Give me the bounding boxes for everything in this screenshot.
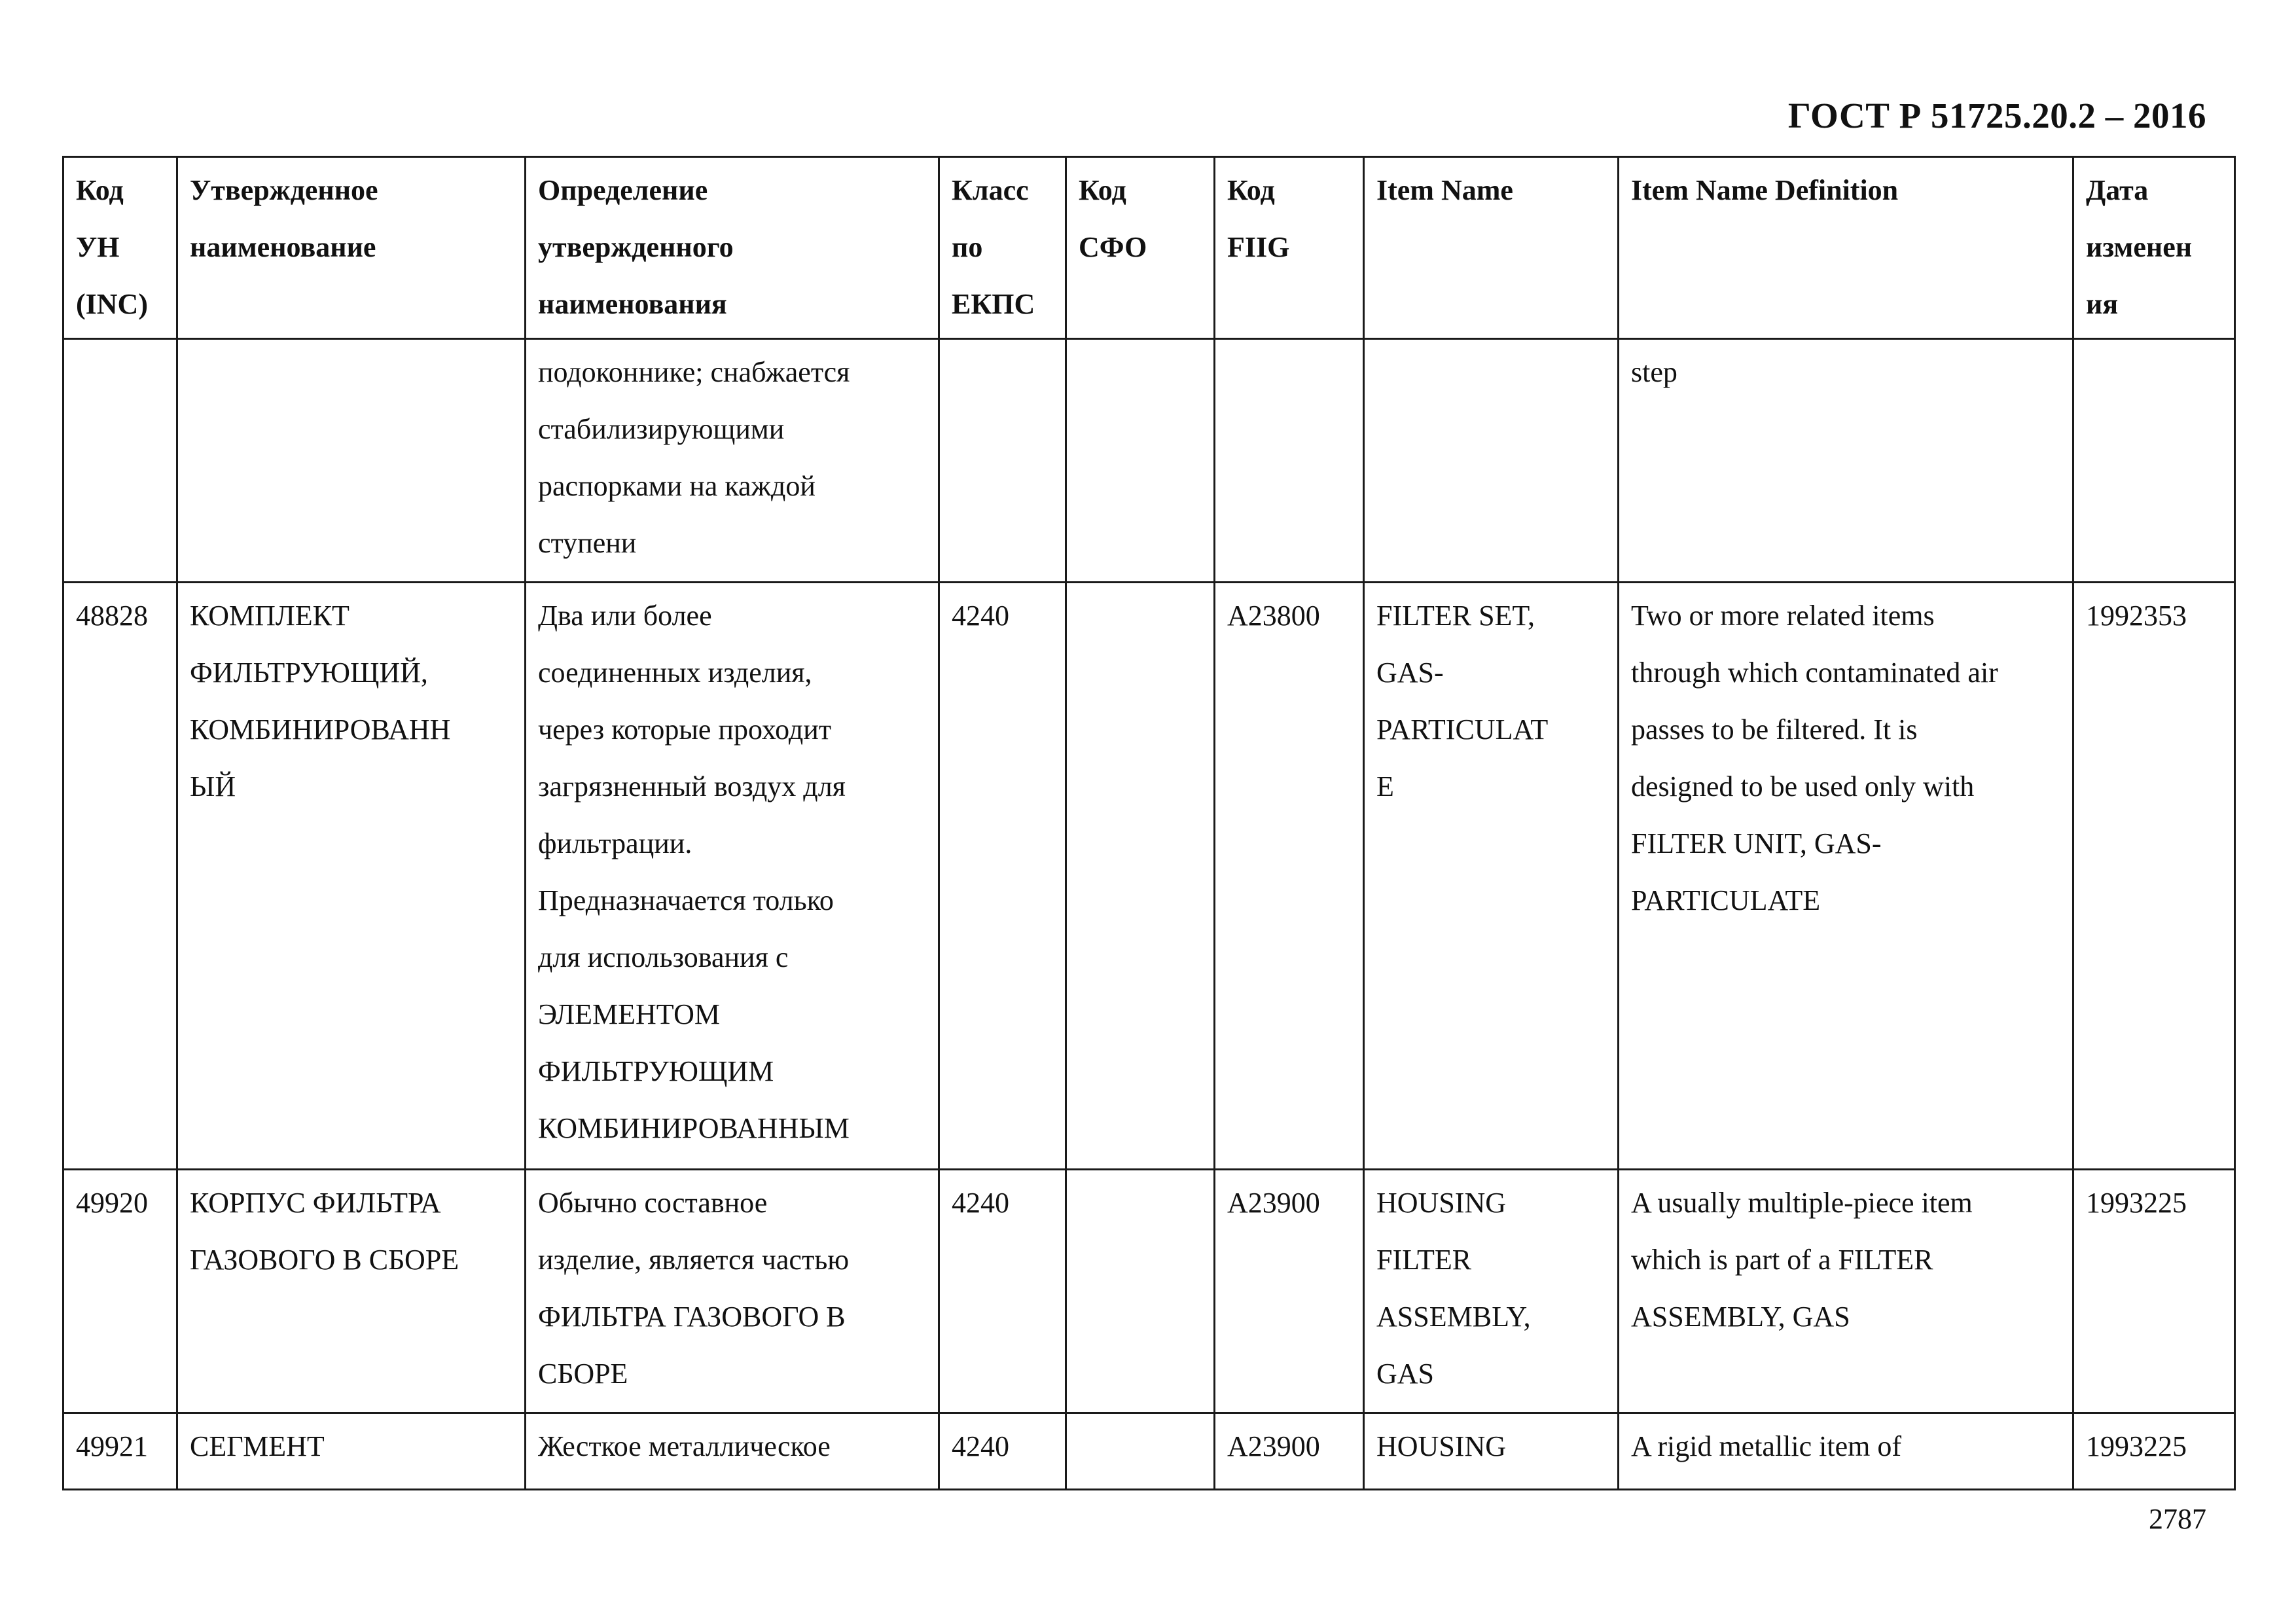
table-row [63,583,2235,1170]
column-header-fiig: Код FIIG [1215,157,1364,339]
cell-fiig: A23900 [1215,1413,1364,1490]
cell-item-name: HOUSING FILTER ASSEMBLY, GAS [1364,1170,1619,1413]
column-header-item-definition: Item Name Definition [1619,157,2073,339]
cell-class: 4240 [939,583,1066,1170]
cell-item-definition: Two or more related items through which contaminated air passes to be filtered. It is designed to be used only with FILTER UNIT, GAS- PARTICULATE [1619,583,2073,1170]
cell-inc: 49921 [63,1413,177,1490]
cell-definition: Жесткое металлическое [526,1413,939,1490]
column-header-approved-name: Утвержденное наименование [177,157,526,339]
column-header-inc: Код УН (INC) [63,157,177,339]
cell-class: 4240 [939,1413,1066,1490]
cell-approved-name [177,339,526,583]
cell-change-date: 1993225 [2073,1170,2235,1413]
cell-fiig: A23800 [1215,583,1364,1170]
page-number: 2787 [2149,1503,2206,1535]
cell-inc: 48828 [63,583,177,1170]
cell-inc [63,339,177,583]
cell-change-date: 1992353 [2073,583,2235,1170]
cell-approved-name: КОМПЛЕКТ ФИЛЬТРУЮЩИЙ, КОМБИНИРОВАНН ЫЙ [177,583,526,1170]
cell-item-definition: A rigid metallic item of [1619,1413,2073,1490]
cell-item-name [1364,339,1619,583]
column-header-change-date: Дата изменен ия [2073,157,2235,339]
cell-fiig: A23900 [1215,1170,1364,1413]
column-header-item-name: Item Name [1364,157,1619,339]
cell-sfo [1066,583,1215,1170]
item-names-table [62,156,2236,1490]
cell-fiig [1215,339,1364,583]
cell-approved-name: КОРПУС ФИЛЬТРА ГАЗОВОГО В СБОРЕ [177,1170,526,1413]
table-row [63,339,2235,583]
table-row [63,1170,2235,1413]
cell-change-date: 1993225 [2073,1413,2235,1490]
column-header-definition: Определение утвержденного наименования [526,157,939,339]
cell-class [939,339,1066,583]
cell-sfo [1066,339,1215,583]
column-header-sfo: Код СФО [1066,157,1215,339]
cell-item-definition: step [1619,339,2073,583]
table-header-row [63,157,2235,339]
document-code: ГОСТ Р 51725.20.2 – 2016 [1787,96,2206,135]
cell-class: 4240 [939,1170,1066,1413]
cell-item-name: FILTER SET, GAS- PARTICULAT E [1364,583,1619,1170]
cell-item-definition: A usually multiple-piece item which is part of a FILTER ASSEMBLY, GAS [1619,1170,2073,1413]
column-header-class: Класс по ЕКПС [939,157,1066,339]
table-row [63,1413,2235,1490]
cell-approved-name: СЕГМЕНТ [177,1413,526,1490]
cell-change-date [2073,339,2235,583]
cell-sfo [1066,1170,1215,1413]
cell-inc: 49920 [63,1170,177,1413]
cell-definition: Два или более соединенных изделия, через которые проходит загрязненный воздух для фильтрации. Предназначается только для использования с ЭЛЕМЕНТОМ ФИЛЬТРУЮЩИМ КОМБИНИРОВАННЫМ [526,583,939,1170]
cell-item-name: HOUSING [1364,1413,1619,1490]
cell-definition: подоконнике; снабжается стабилизирующими распорками на каждой ступени [526,339,939,583]
cell-sfo [1066,1413,1215,1490]
cell-definition: Обычно составное изделие, является частью ФИЛЬТРА ГАЗОВОГО В СБОРЕ [526,1170,939,1413]
